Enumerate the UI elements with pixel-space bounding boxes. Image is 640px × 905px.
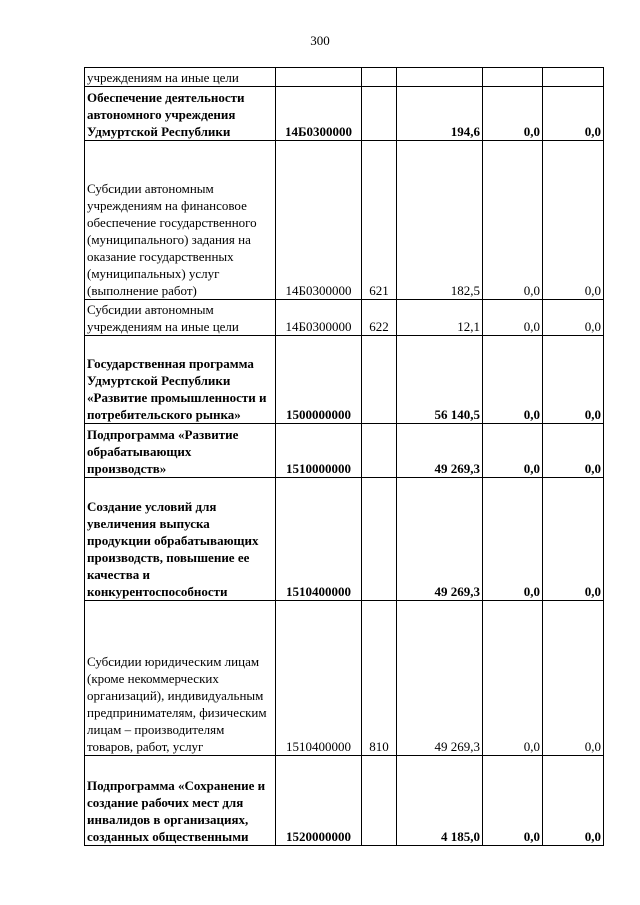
row-value-1: 49 269,3 [397,424,483,478]
row-name: Подпрограмма «Сохранение и создание рабочих мест для инвалидов в организациях, созданных общественными [85,756,276,846]
row-kvr: 810 [362,601,397,756]
row-value-3: 0,0 [543,424,604,478]
row-value-3: 0,0 [543,336,604,424]
row-value-3: 0,0 [543,141,604,300]
row-value-3 [543,68,604,87]
row-kvr [362,87,397,141]
row-value-2: 0,0 [483,300,543,336]
row-name: Государственная программа Удмуртской Республики «Развитие промышленности и потребительского рынка» [85,336,276,424]
row-kvr: 621 [362,141,397,300]
row-name: Подпрограмма «Развитие обрабатывающих производств» [85,424,276,478]
row-value-3: 0,0 [543,601,604,756]
row-value-2: 0,0 [483,424,543,478]
row-name: Субсидии автономным учреждениям на финансовое обеспечение государственного (муниципального) задания на оказание государственных (муниципальных) услуг (выполнение работ) [85,141,276,300]
row-value-3: 0,0 [543,478,604,601]
row-code: 1520000000 [276,756,362,846]
row-name: Субсидии автономным учреждениям на иные цели [85,300,276,336]
row-kvr [362,68,397,87]
row-name: Субсидии юридическим лицам (кроме некоммерческих организаций), индивидуальным предпринимателям, физическим лицам – производителям товаров, работ, услуг [85,601,276,756]
row-code [276,68,362,87]
table-row [85,756,604,846]
row-kvr [362,756,397,846]
row-kvr [362,424,397,478]
table-row [85,141,604,300]
row-name: Создание условий для увеличения выпуска продукции обрабатывающих производств, повышение ее качества и конкурентоспособности [85,478,276,601]
row-value-2 [483,68,543,87]
row-value-3: 0,0 [543,756,604,846]
table-row [85,478,604,601]
row-value-3: 0,0 [543,300,604,336]
row-value-1: 56 140,5 [397,336,483,424]
row-value-2: 0,0 [483,601,543,756]
row-value-2: 0,0 [483,141,543,300]
row-value-1: 194,6 [397,87,483,141]
row-code: 14Б0300000 [276,300,362,336]
row-kvr [362,478,397,601]
row-kvr [362,336,397,424]
row-value-1 [397,68,483,87]
row-value-1: 12,1 [397,300,483,336]
row-value-1: 49 269,3 [397,601,483,756]
row-value-2: 0,0 [483,756,543,846]
row-name: Обеспечение деятельности автономного учреждения Удмуртской Республики [85,87,276,141]
row-name: учреждениям на иные цели [85,68,276,87]
row-code: 1510400000 [276,601,362,756]
table-row [85,300,604,336]
table-row [85,601,604,756]
row-value-2: 0,0 [483,478,543,601]
budget-table [84,67,604,846]
row-value-1: 4 185,0 [397,756,483,846]
row-kvr: 622 [362,300,397,336]
page-number: 300 [310,33,330,48]
row-code: 14Б0300000 [276,87,362,141]
row-value-2: 0,0 [483,87,543,141]
row-value-2: 0,0 [483,336,543,424]
row-code: 14Б0300000 [276,141,362,300]
table-row [85,87,604,141]
table-row [85,336,604,424]
row-code: 1500000000 [276,336,362,424]
row-value-1: 49 269,3 [397,478,483,601]
row-code: 1510000000 [276,424,362,478]
table-row [85,68,604,87]
table-row [85,424,604,478]
row-code: 1510400000 [276,478,362,601]
row-value-1: 182,5 [397,141,483,300]
row-value-3: 0,0 [543,87,604,141]
